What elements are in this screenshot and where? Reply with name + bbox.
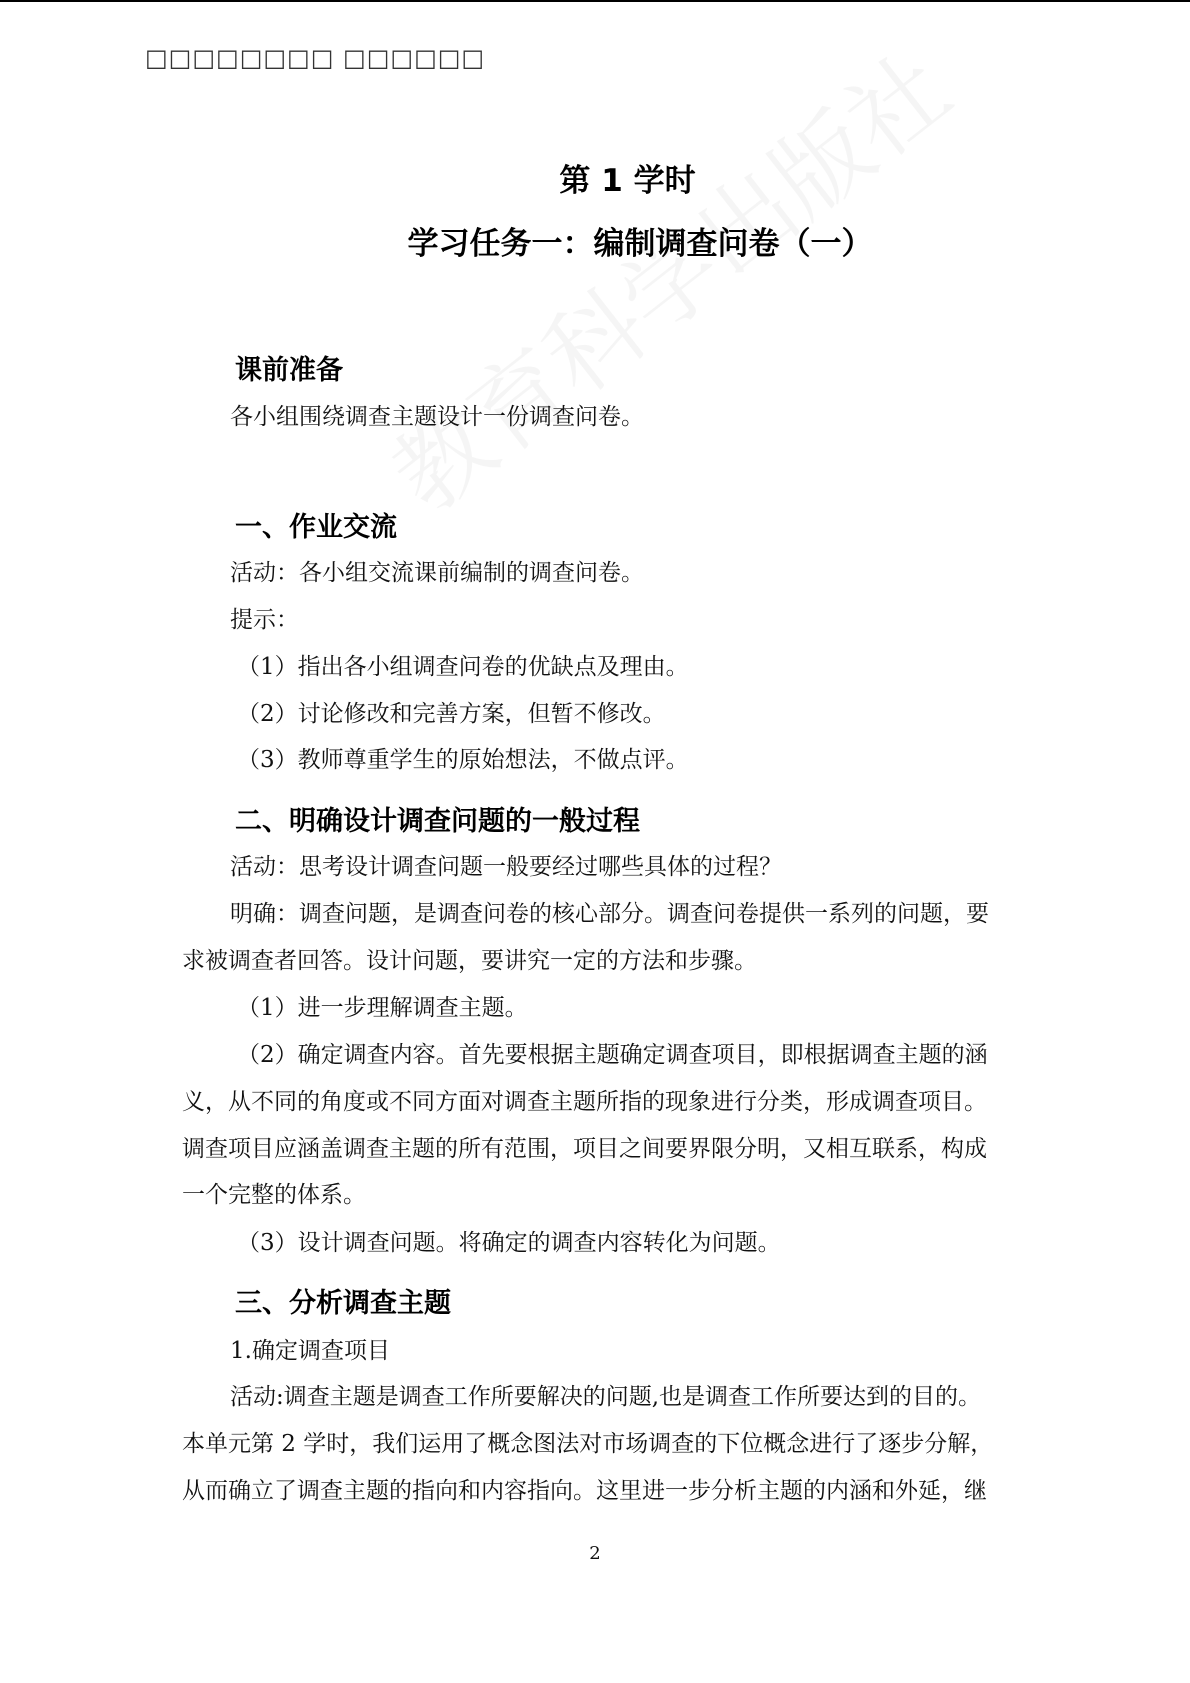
s2-clarify-line: 明确：调查问题，是调查问卷的核心部分。调查问卷提供一系列的问题，要: [230, 901, 989, 927]
page-header: □□□□□□□□ □□□□□□: [145, 44, 486, 72]
s1-item: （3）教师尊重学生的原始想法，不做点评。: [237, 747, 689, 773]
s1-hint: 提示：: [230, 607, 299, 633]
s3-activity-line: 本单元第 2 学时，我们运用了概念图法对市场调查的下位概念进行了逐步分解，: [182, 1431, 994, 1457]
section-heading-3: 三、分析调查主题: [235, 1288, 451, 1319]
watermark: [360, 16, 974, 538]
lesson-title: 第 1 学时: [559, 163, 696, 199]
s2-activity: 活动：思考设计调查问题一般要经过哪些具体的过程？: [230, 854, 782, 880]
s3-activity-line: 从而确立了调查主题的指向和内容指向。这里进一步分析主题的内涵和外延，继: [182, 1478, 987, 1504]
page-number: 2: [589, 1543, 601, 1564]
s3-subheading: 1.确定调查项目: [230, 1338, 390, 1364]
s2-step2-line: （2）确定调查内容。首先要根据主题确定调查项目，即根据调查主题的涵: [237, 1042, 988, 1068]
section-heading-1: 一、作业交流: [235, 512, 397, 543]
s2-clarify-line: 求被调查者回答。设计问题，要讲究一定的方法和步骤。: [182, 948, 757, 974]
s2-step3: （3）设计调查问题。将确定的调查内容转化为问题。: [237, 1230, 781, 1256]
s1-item: （2）讨论修改和完善方案，但暂不修改。: [237, 701, 666, 727]
s2-step2-line: 一个完整的体系。: [182, 1182, 366, 1208]
section-heading-2: 二、明确设计调查问题的一般过程: [235, 806, 640, 837]
s2-step2-line: 义，从不同的角度或不同方面对调查主题所指的现象进行分类，形成调查项目。: [182, 1089, 987, 1115]
s2-step2-line: 调查项目应涵盖调查主题的所有范围，项目之间要界限分明，又相互联系，构成: [182, 1136, 987, 1162]
section-heading-prep: 课前准备: [235, 355, 343, 386]
s1-activity: 活动：各小组交流课前编制的调查问卷。: [230, 560, 644, 586]
prep-text: 各小组围绕调查主题设计一份调查问卷。: [230, 404, 644, 430]
s2-step1: （1）进一步理解调查主题。: [237, 995, 528, 1021]
page-top-border: [0, 0, 1190, 2]
s1-item: （1）指出各小组调查问卷的优缺点及理由。: [237, 654, 689, 680]
s3-activity-line: 活动:调查主题是调查工作所要解决的问题,也是调查工作所要达到的目的。: [230, 1384, 982, 1410]
task-title: 学习任务一：编制调查问卷（一）: [407, 226, 873, 262]
